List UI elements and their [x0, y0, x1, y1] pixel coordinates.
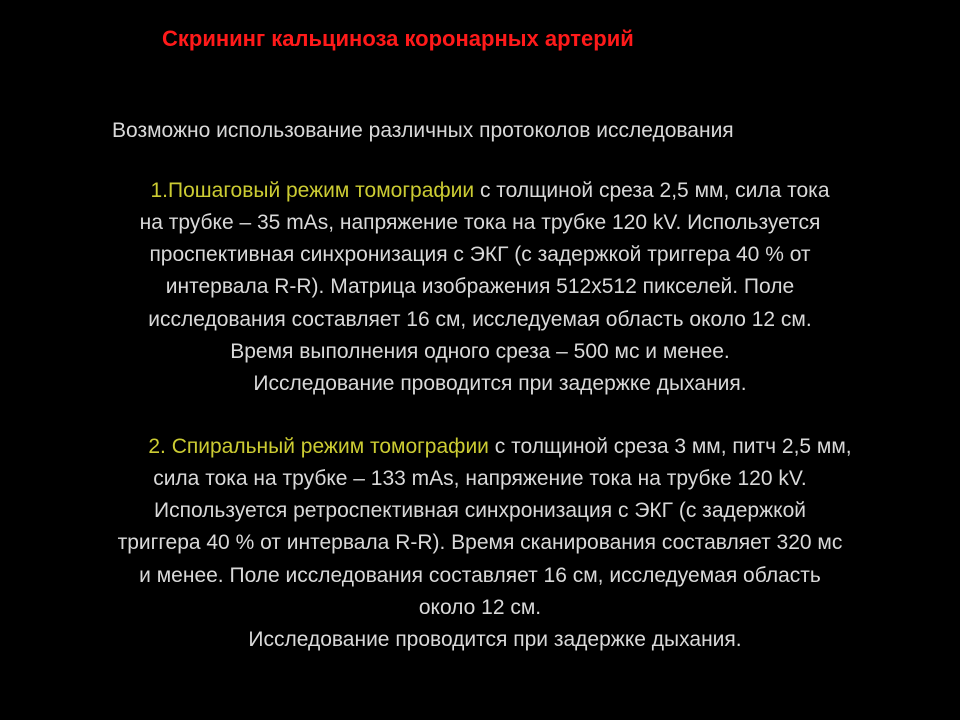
- protocol2-line-5: и менее. Поле исследования составляет 16 см, исследуемая область: [139, 564, 821, 587]
- protocol2-line-1: [20, 432, 960, 462]
- protocol2-text: с толщиной среза 3 мм, питч 2,5 мм,: [488, 435, 852, 458]
- protocol2-heading: 2. Спиральный режим томографии: [148, 435, 489, 458]
- protocol1-line-5: исследования составляет 16 см, исследуемая область около 12 см.: [148, 308, 812, 331]
- protocol1-text: с толщиной среза 2,5 мм, сила тока: [474, 179, 830, 202]
- protocol1-line-1: [10, 176, 960, 206]
- protocol2-line-3: Используется ретроспективная синхронизация с ЭКГ (с задержкой: [154, 499, 806, 522]
- protocol1-heading: 1.Пошаговый режим томографии: [150, 179, 475, 202]
- protocol2-line-2: сила тока на трубке – 133 mAs, напряжение тока на трубке 120 kV.: [153, 467, 807, 490]
- intro-text: Возможно использование различных протоколов исследования: [112, 119, 734, 142]
- slide-title: Скрининг кальциноза коронарных артерий: [162, 26, 634, 51]
- protocol1-line-2: на трубке – 35 mAs, напряжение тока на трубке 120 kV. Используется: [139, 211, 821, 234]
- protocol2-line-7: Исследование проводится при задержке дыхания.: [248, 628, 742, 651]
- protocol2-line-6: около 12 см.: [418, 596, 542, 619]
- protocol2-line-4: триггера 40 % от интервала R-R). Время сканирования составляет 320 мс: [117, 531, 843, 554]
- protocol1-line-7: Исследование проводится при задержке дыхания.: [253, 372, 747, 395]
- protocol1-line-6: Время выполнения одного среза – 500 мс и менее.: [230, 340, 730, 363]
- protocol1-line-4: интервала R-R). Матрица изображения 512х512 пикселей. Поле: [165, 275, 795, 298]
- protocol1-line-3: проспективная синхронизация с ЭКГ (с задержкой триггера 40 % от: [149, 243, 811, 266]
